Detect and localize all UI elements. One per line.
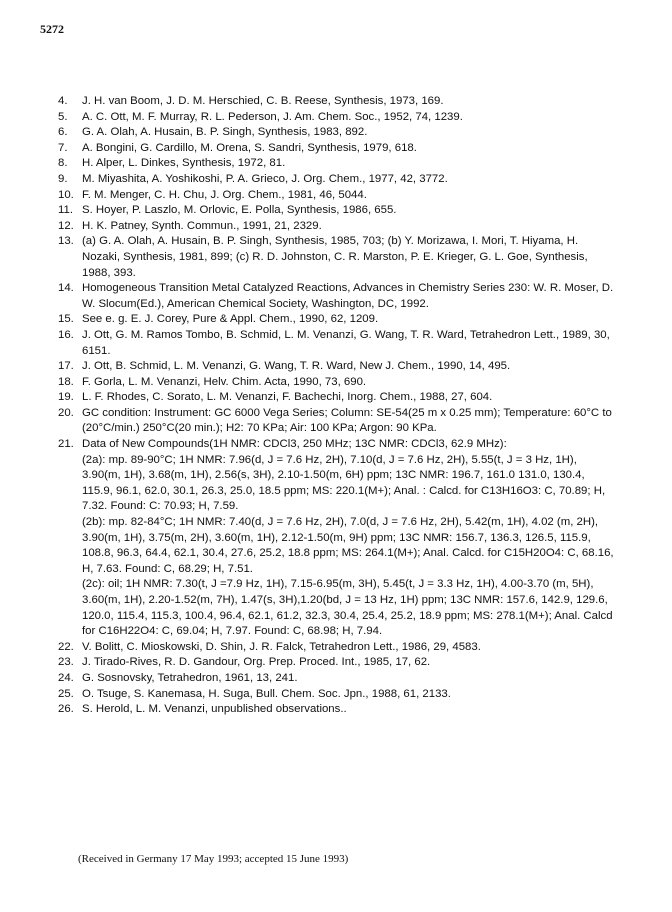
reference-paragraph: A. C. Ott, M. F. Murray, R. L. Pederson, J. Am. Chem. Soc., 1952, 74, 1239. [82, 110, 463, 123]
reference-paragraph: G. Sosnovsky, Tetrahedron, 1961, 13, 241. [82, 671, 298, 684]
reference-item [58, 640, 618, 656]
received-note: (Received in Germany 17 May 1993; accepted 15 June 1993) [78, 853, 349, 865]
reference-text [82, 188, 618, 204]
reference-item [58, 188, 618, 204]
reference-number: 24. [58, 671, 74, 684]
reference-text [82, 328, 618, 359]
reference-item [58, 359, 618, 375]
reference-item [58, 203, 618, 219]
reference-text [82, 141, 618, 157]
reference-paragraph: O. Tsuge, S. Kanemasa, H. Suga, Bull. Chem. Soc. Jpn., 1988, 61, 2133. [82, 687, 451, 700]
reference-text [82, 172, 618, 188]
reference-paragraph: S. Herold, L. M. Venanzi, unpublished observations.. [82, 703, 347, 716]
reference-number: 15. [58, 313, 74, 326]
reference-item [58, 156, 618, 172]
reference-paragraph: F. M. Menger, C. H. Chu, J. Org. Chem., 1981, 46, 5044. [82, 188, 367, 201]
reference-number: 25. [58, 687, 74, 700]
reference-list [58, 94, 618, 718]
reference-number: 16. [58, 328, 74, 341]
reference-paragraph: (2b): mp. 82-84°C; 1H NMR: 7.40(d, J = 7.6 Hz, 2H), 7.0(d, J = 7.6 Hz, 2H), 5.42(m, 1H), 4.02 (m, 2H), 3.90(m, 1H), 3.75(m, 2H), 3.60(m, 1H), 2.12-1.50(m, 9H) ppm; 13C NMR: 156.7, 136.3, 126.5, 115.9, 108.8, 96.3, 64.4, 62.1, 30.4, 27.6, 25.2, 18.8 ppm; MS: 264.1(M+); Anal. Calcd. for C15H20O4: C, 68.16, H, 7.63. Found: C, 68.29; H, 7.51. [82, 516, 614, 575]
reference-paragraph: H. Alper, L. Dinkes, Synthesis, 1972, 81. [82, 157, 286, 170]
reference-text [82, 375, 618, 391]
reference-item [58, 125, 618, 141]
reference-paragraph: V. Bolitt, C. Mioskowski, D. Shin, J. R. Falck, Tetrahedron Lett., 1986, 29, 4583. [82, 640, 481, 653]
reference-text [82, 406, 618, 437]
reference-paragraph: J. Ott, B. Schmid, L. M. Venanzi, G. Wang, T. R. Ward, New J. Chem., 1990, 14, 495. [82, 360, 511, 373]
reference-number: 26. [58, 703, 74, 716]
reference-item [58, 110, 618, 126]
reference-paragraph: J. H. van Boom, J. D. M. Herschied, C. B. Reese, Synthesis, 1973, 169. [82, 95, 444, 107]
reference-number: 21. [58, 438, 74, 451]
reference-paragraph: (2c): oil; 1H NMR: 7.30(t, J =7.9 Hz, 1H), 7.15-6.95(m, 3H), 5.45(t, J = 3.3 Hz, 1H), 4.00-3.70 (m, 5H), 3.60(m, 1H), 2.20-1.52(m, 7H), 1.47(s, 3H),1.20(bd, J = 13 Hz, 1H) ppm; 13C NMR: 157.6, 142.9, 129.6, 120.0, 115.4, 115.3, 100.4, 96.4, 62.1, 61.2, 32.3, 30.4, 25.4, 25.2, 18.9 ppm; MS: 278.1(M+); Anal. Calcd for C16H22O4: C, 69.04; H, 7.97. Found: C, 68.98; H, 7.94. [82, 578, 613, 638]
reference-paragraph: H. K. Patney, Synth. Commun., 1991, 21, 2329. [82, 219, 322, 232]
reference-item [58, 328, 618, 359]
reference-text [82, 94, 618, 110]
reference-paragraph: F. Gorla, L. M. Venanzi, Helv. Chim. Acta, 1990, 73, 690. [82, 375, 367, 388]
reference-text [82, 219, 618, 235]
reference-item [58, 406, 618, 437]
reference-paragraph: L. F. Rhodes, C. Sorato, L. M. Venanzi, F. Bachechi, Inorg. Chem., 1988, 27, 604. [82, 391, 493, 404]
reference-item [58, 281, 618, 312]
reference-paragraph: (a) G. A. Olah, A. Husain, B. P. Singh, Synthesis, 1985, 703; (b) Y. Morizawa, I. Mori, T. Hiyama, H. Nozaki, Synthesis, 1981, 899; (c) R. D. Johnston, C. R. Marston, P. E. Krieger, G. L. Goe, Synthesis, 1988, 393. [82, 235, 588, 279]
reference-text [82, 437, 618, 640]
reference-item [58, 375, 618, 391]
reference-number: 17. [58, 360, 74, 373]
reference-text [82, 156, 618, 172]
reference-item [58, 687, 618, 703]
reference-text [82, 655, 618, 671]
reference-number: 20. [58, 406, 74, 419]
reference-paragraph: See e. g. E. J. Corey, Pure & Appl. Chem., 1990, 62, 1209. [82, 313, 379, 326]
reference-paragraph: M. Miyashita, A. Yoshikoshi, P. A. Grieco, J. Org. Chem., 1977, 42, 3772. [82, 172, 448, 185]
reference-number: 8. [58, 157, 68, 170]
reference-text [82, 640, 618, 656]
reference-paragraph: J. Tirado-Rives, R. D. Gandour, Org. Prep. Proced. Int., 1985, 17, 62. [82, 656, 431, 669]
reference-item [58, 219, 618, 235]
page-number: 5272 [40, 22, 64, 36]
reference-text [82, 281, 618, 312]
reference-paragraph: A. Bongini, G. Cardillo, M. Orena, S. Sandri, Synthesis, 1979, 618. [82, 141, 417, 154]
reference-number: 6. [58, 126, 68, 139]
reference-item [58, 671, 618, 687]
reference-item [58, 702, 618, 718]
reference-item [58, 312, 618, 328]
reference-number: 13. [58, 235, 74, 248]
reference-number: 22. [58, 640, 74, 653]
reference-number: 7. [58, 141, 68, 154]
reference-text [82, 234, 618, 281]
reference-text [82, 110, 618, 126]
reference-text [82, 390, 618, 406]
reference-number: 9. [58, 172, 68, 185]
reference-item [58, 437, 618, 640]
reference-number: 5. [58, 110, 68, 123]
reference-text [82, 702, 618, 718]
reference-text [82, 312, 618, 328]
reference-number: 4. [58, 95, 68, 107]
reference-item [58, 655, 618, 671]
reference-number: 19. [58, 391, 74, 404]
reference-text [82, 687, 618, 703]
reference-paragraph: G. A. Olah, A. Husain, B. P. Singh, Synthesis, 1983, 892. [82, 126, 368, 139]
reference-text [82, 671, 618, 687]
reference-item [58, 390, 618, 406]
reference-paragraph: (2a): mp. 89-90°C; 1H NMR: 7.96(d, J = 7.6 Hz, 2H), 7.10(d, J = 7.6 Hz, 2H), 5.55(t, J = 3 Hz, 1H), 3.90(m, 1H), 3.68(m, 1H), 2.56(s, 3H), 2.10-1.50(m, 6H) ppm; 13C NMR: 196.7, 161.0 131.0, 130.4, 115.9, 96.1, 62.0, 30.1, 26.3, 25.0, 18.5 ppm; MS: 220.1(M+); Anal. : Calcd. for C13H16O3: C, 70.89; H, 7.32. Found: C: 70.93; H, 7.59. [82, 453, 606, 513]
reference-number: 14. [58, 282, 74, 295]
reference-number: 11. [58, 204, 73, 217]
reference-item [58, 172, 618, 188]
reference-number: 18. [58, 375, 74, 388]
reference-item [58, 234, 618, 281]
reference-paragraph: Homogeneous Transition Metal Catalyzed Reactions, Advances in Chemistry Series 230: W. R. Moser, D. W. Slocum(Ed.), American Chemical Society, Washington, DC, 1992. [82, 282, 614, 310]
reference-text [82, 125, 618, 141]
reference-paragraph: J. Ott, G. M. Ramos Tombo, B. Schmid, L. M. Venanzi, G. Wang, T. R. Ward, Tetrahedron Lett., 1989, 30, 6151. [82, 328, 610, 357]
reference-paragraph: GC condition: Instrument: GC 6000 Vega Series; Column: SE-54(25 m x 0.25 mm); Temperature: 60°C to (20°C/min.) 250°C(20 min.); H2: 70 KPa; Air: 100 KPa; Argon: 90 KPa. [82, 406, 612, 435]
reference-item [58, 141, 618, 157]
reference-number: 10. [58, 188, 74, 201]
reference-item [58, 94, 618, 110]
reference-paragraph: S. Hoyer, P. Laszlo, M. Orlovic, E. Polla, Synthesis, 1986, 655. [82, 204, 397, 217]
reference-number: 12. [58, 219, 74, 232]
reference-text [82, 203, 618, 219]
reference-number: 23. [58, 656, 74, 669]
reference-text [82, 359, 618, 375]
reference-paragraph: Data of New Compounds(1H NMR: CDCl3, 250 MHz; 13C NMR: CDCl3, 62.9 MHz): [82, 438, 507, 451]
